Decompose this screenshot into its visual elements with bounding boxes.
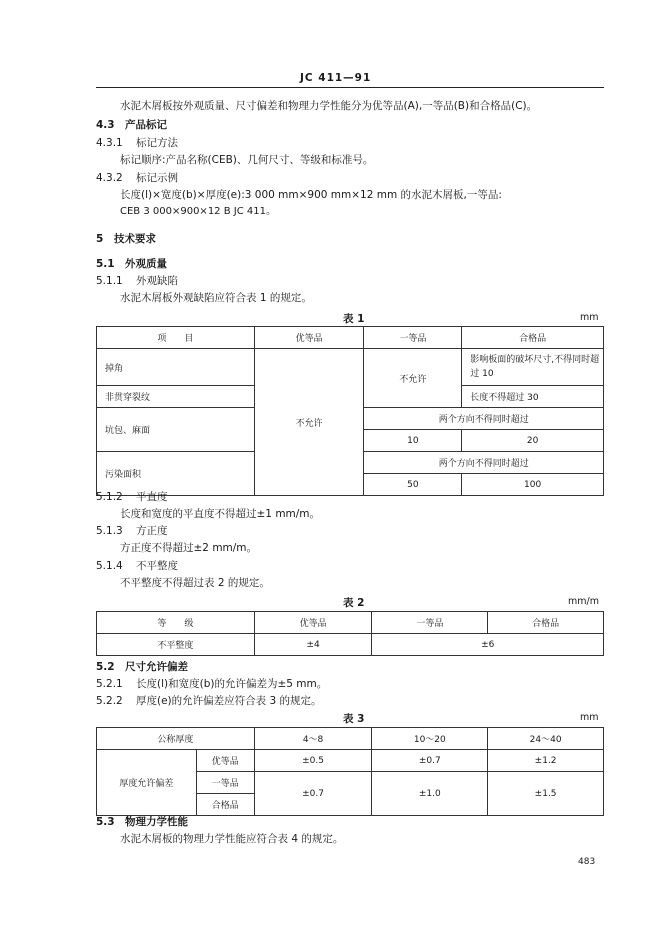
table1-span-text: 两个方向不得同时超过 xyxy=(364,408,604,430)
section-4-3-1-number: 4.3.1 xyxy=(96,137,123,149)
section-5-2-title: 尺寸允许偏差 xyxy=(125,661,188,673)
section-5-1-2-number: 5.1.2 xyxy=(96,491,123,503)
table1-header-grade-a: 优等品 xyxy=(254,327,364,349)
table3-grade-label: 一等品 xyxy=(196,772,254,794)
section-5-1-2-text: 长度和宽度的平直度不得超过±1 mm/m。 xyxy=(120,508,321,520)
table1-cell-c-crack: 长度不得超过 30 xyxy=(462,386,604,408)
section-5-title: 技术要求 xyxy=(114,233,156,245)
table1-row-label: 非贯穿裂纹 xyxy=(97,386,255,408)
table1-cell-c-pits: 20 xyxy=(462,430,604,452)
table1-header-item: 项 目 xyxy=(97,327,255,349)
section-5-2-2-number: 5.2.2 xyxy=(96,695,123,707)
table1-grade-b-value: 不允许 xyxy=(364,349,462,408)
section-5-1-3-number: 5.1.3 xyxy=(96,525,123,537)
table1-cell-b-stain: 50 xyxy=(364,474,462,496)
table2-header-grade-c: 合格品 xyxy=(488,612,604,634)
section-5-3-title: 物理力学性能 xyxy=(125,816,188,828)
table3-col-thin: 4～8 xyxy=(254,728,372,750)
table3-grade-label: 优等品 xyxy=(196,750,254,772)
page-number: 483 xyxy=(578,857,596,867)
section-5-1-3-title: 方正度 xyxy=(136,525,168,537)
table3-value-a-medium: ±0.7 xyxy=(372,750,488,772)
section-5-1-title: 外观质量 xyxy=(125,258,167,270)
table1-title: 表 1 xyxy=(343,313,365,325)
table2-title: 表 2 xyxy=(343,597,365,609)
section-4-3-2-title: 标记示例 xyxy=(136,172,178,184)
table1-header-grade-b: 一等品 xyxy=(364,327,462,349)
section-5-2-2-text: 厚度(e)的允许偏差应符合表 3 的规定。 xyxy=(136,695,322,707)
header-rule xyxy=(96,87,604,88)
table1-cell-c-corner: 影响板面的破坏尺寸,不得同时超过 10 xyxy=(462,349,604,386)
table1-unit: mm xyxy=(580,312,599,323)
table3 xyxy=(96,727,604,816)
section-5-1-number: 5.1 xyxy=(96,258,115,270)
section-4-3-1-title: 标记方法 xyxy=(136,137,178,149)
table3-col-medium: 10～20 xyxy=(372,728,488,750)
table2 xyxy=(96,611,604,656)
section-4-3-title: 产品标记 xyxy=(125,119,167,131)
table2-value-bc: ±6 xyxy=(372,634,604,656)
table3-value-a-thick: ±1.2 xyxy=(488,750,604,772)
table2-row-label: 不平整度 xyxy=(97,634,255,656)
table3-col-thick: 24～40 xyxy=(488,728,604,750)
table3-value-a-thin: ±0.5 xyxy=(254,750,372,772)
section-4-3-number: 4.3 xyxy=(96,119,115,131)
table1-span-text: 两个方向不得同时超过 xyxy=(364,452,604,474)
section-5-2-1-text: 长度(l)和宽度(b)的允许偏差为±5 mm。 xyxy=(136,678,328,690)
table1-cell-c-stain: 100 xyxy=(462,474,604,496)
table3-value-bc-thick: ±1.5 xyxy=(488,772,604,816)
page-header-code: JC 411—91 xyxy=(300,72,372,84)
table3-value-bc-medium: ±1.0 xyxy=(372,772,488,816)
table2-header-grade-a: 优等品 xyxy=(254,612,372,634)
section-4-3-2-text: 长度(l)×宽度(b)×厚度(e):3 000 mm×900 mm×12 mm 的水泥木屑板,一等品: xyxy=(120,189,502,201)
section-5-2-number: 5.2 xyxy=(96,661,115,673)
table1-grade-a-value: 不允许 xyxy=(254,349,364,496)
table3-unit: mm xyxy=(580,712,599,723)
intro-paragraph: 水泥木屑板按外观质量、尺寸偏差和物理力学性能分为优等品(A),一等品(B)和合格品(C)。 xyxy=(120,100,538,112)
table1-header-grade-c: 合格品 xyxy=(462,327,604,349)
section-5-1-4-title: 不平整度 xyxy=(136,560,178,572)
section-5-1-2-title: 平直度 xyxy=(136,491,168,503)
table2-header-grade-b: 一等品 xyxy=(372,612,488,634)
section-5-1-1-number: 5.1.1 xyxy=(96,275,123,287)
section-5-number: 5 xyxy=(96,233,104,245)
section-5-2-1-number: 5.2.1 xyxy=(96,678,123,690)
table3-group-label: 厚度允许偏差 xyxy=(97,750,197,816)
table3-header-thickness: 公称厚度 xyxy=(97,728,255,750)
table1-row-label: 掉角 xyxy=(97,349,255,386)
section-4-3-1-text: 标记顺序:产品名称(CEB)、几何尺寸、等级和标准号。 xyxy=(120,154,374,166)
section-5-1-1-title: 外观缺陷 xyxy=(136,275,178,287)
table2-value-a: ±4 xyxy=(254,634,372,656)
section-5-3-number: 5.3 xyxy=(96,816,115,828)
table3-value-bc-thin: ±0.7 xyxy=(254,772,372,816)
table1-row-label: 污染面积 xyxy=(97,452,255,496)
section-5-1-4-text: 不平整度不得超过表 2 的规定。 xyxy=(120,577,270,589)
table1 xyxy=(96,326,604,496)
table2-header-grade: 等 级 xyxy=(97,612,255,634)
section-4-3-2-number: 4.3.2 xyxy=(96,172,123,184)
section-5-1-1-text: 水泥木屑板外观缺陷应符合表 1 的规定。 xyxy=(120,292,312,304)
section-5-1-3-text: 方正度不得超过±2 mm/m。 xyxy=(120,542,258,554)
section-5-3-text: 水泥木屑板的物理力学性能应符合表 4 的规定。 xyxy=(120,833,344,845)
section-5-1-4-number: 5.1.4 xyxy=(96,560,123,572)
marking-example: CEB 3 000×900×12 B JC 411。 xyxy=(120,206,276,217)
table2-unit: mm/m xyxy=(568,596,599,607)
table1-row-label: 坑包、麻面 xyxy=(97,408,255,452)
table1-cell-b-pits: 10 xyxy=(364,430,462,452)
table3-grade-label: 合格品 xyxy=(196,794,254,816)
table3-title: 表 3 xyxy=(343,713,365,725)
